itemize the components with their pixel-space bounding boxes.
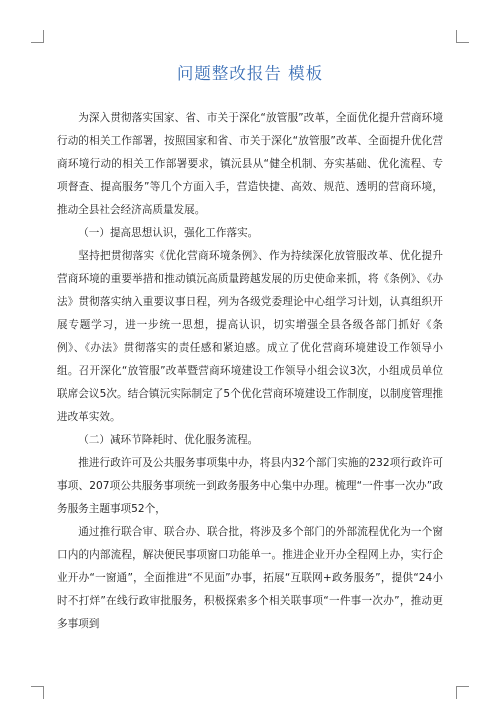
paragraph-section-2a: 推进行政许可及公共服务事项集中办，将县内32个部门实施的232项行政许可事项、207项公共服务事项统一到政务服务中心集中办理。梳理“一件事一次办”政务服务主题事项52个， (57, 457, 443, 515)
document-title: 问题整改报告 模板 (176, 64, 324, 83)
crop-mark-bottom-right (456, 686, 469, 699)
paragraph-intro: 为深入贯彻落实国家、省、市关于深化“放管服”改革，全面优化提升营商环境行动的相关工作部署，按照国家和省、市关于深化“放管服”改革、全面提升优化营商环境行动的相关工作部署要求，镇沅县从“健全机制、夯实基础、优化流程、专项督查、提高服务”等几个方面入手，营造快捷、高效、规范、透明的营商环境，推动全县社会经济高质量发展。 (57, 112, 443, 216)
crop-mark-top-left (31, 30, 44, 43)
crop-mark-bottom-left (31, 686, 44, 699)
section-heading-2: （二）减环节降耗时、优化服务流程。 (78, 434, 259, 446)
section-heading-1: （一）提高思想认识，强化工作落实。 (78, 227, 259, 239)
document-body (57, 107, 443, 636)
paragraph-section-2b: 通过推行联合审、联合办、联合批，将涉及多个部门的外部流程优化为一个窗口内的内部流程，解决便民事项窗口功能单一。推进企业开办全程网上办，实行企业开办“一窗通”，全面推进“不见面”办事，拓展“互联网+政务服务”，提供“24小时不打烊”在线行政审批服务，积极探索多个相关联事项“一件事一次办”，推动更多事项到 (57, 526, 443, 630)
crop-mark-top-right (456, 30, 469, 43)
paragraph-section-1: 坚持把贯彻落实《优化营商环境条例》、作为持续深化放管服改革、优化提升营商环境的重要举措和推动镇沅高质量跨越发展的历史使命来抓，将《条例》、《办法》贯彻落实纳入重要议事日程，列为各级党委理论中心组学习计划，认真组织开展专题学习，进一步统一思想，提高认识，切实增强全县各级各部门抓好《条例》、《办法》贯彻落实的责任感和紧迫感。成立了优化营商环境建设工作领导小组。召开深化“放管服”改革暨营商环境建设工作领导小组会议3次，小组成员单位联席会议5次。结合镇沅实际制定了5个优化营商环境建设工作制度，以制度管理推进改革实效。 (57, 250, 443, 423)
